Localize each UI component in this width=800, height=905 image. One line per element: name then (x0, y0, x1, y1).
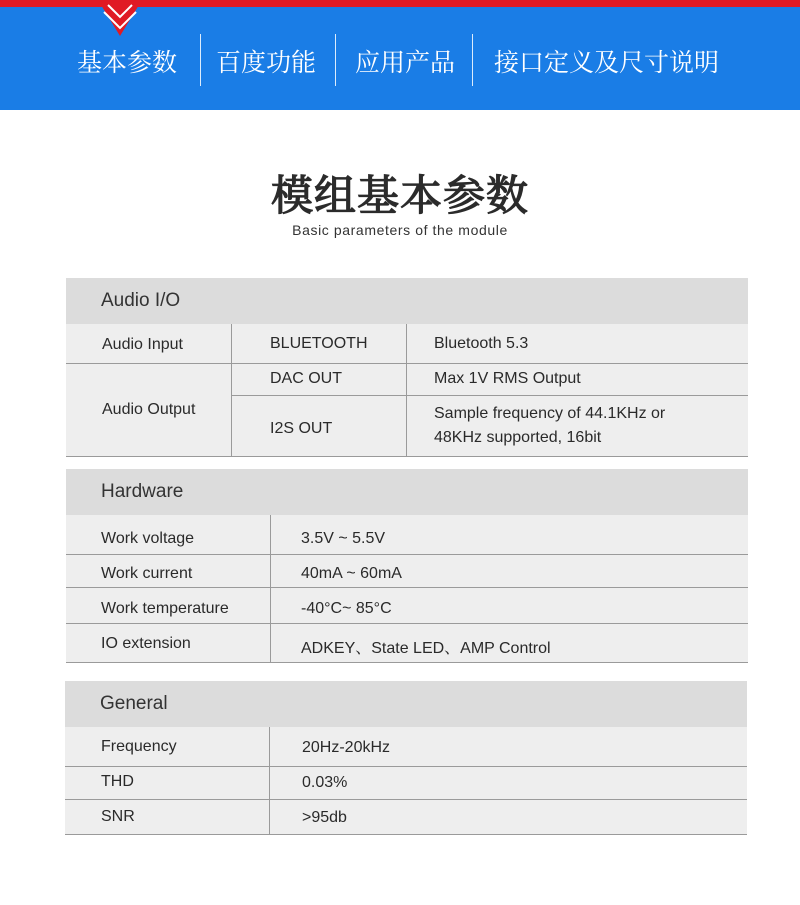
row-value: 3.5V ~ 5.5V (301, 530, 386, 547)
row-label: Frequency (101, 738, 177, 755)
page-title: 模组基本参数 (270, 171, 529, 220)
section-header (66, 469, 748, 515)
section-header (65, 681, 747, 727)
tab-basic-parameters[interactable]: 基本参数 (77, 48, 178, 77)
row-value: 40mA ~ 60mA (301, 565, 402, 582)
audio-io-table (66, 278, 748, 458)
section-header-label: Audio I/O (101, 290, 181, 311)
section-header (66, 278, 748, 324)
row-label: IO extension (101, 635, 191, 652)
hardware-table (66, 469, 748, 664)
audio-output-label: Audio Output (102, 401, 196, 418)
row-value: 20Hz-20kHz (302, 739, 391, 756)
row-label: Work voltage (101, 530, 195, 547)
row-value: -40°C~ 85°C (301, 600, 392, 617)
tab-interface-dimensions[interactable]: 接口定义及尺寸说明 (494, 48, 720, 77)
interface-cell: I2S OUT (270, 420, 333, 437)
row-value: ADKEY、State LED、AMP Control (301, 640, 551, 657)
row-value: 0.03% (302, 774, 348, 791)
value-cell: Bluetooth 5.3 (434, 335, 529, 352)
row-label: Work current (101, 565, 193, 582)
interface-cell: BLUETOOTH (270, 335, 368, 352)
general-table (65, 681, 747, 836)
row-label: Work temperature (101, 600, 229, 617)
nav-divider (335, 34, 336, 86)
tab-baidu-features[interactable]: 百度功能 (216, 48, 317, 77)
row-label: SNR (101, 808, 135, 825)
top-nav-bar (0, 0, 800, 110)
section-header-label: Hardware (101, 481, 184, 502)
nav-divider (200, 34, 201, 86)
audio-input-label: Audio Input (102, 336, 183, 353)
interface-cell: DAC OUT (270, 370, 342, 387)
value-cell: Max 1V RMS Output (434, 370, 581, 387)
nav-divider (472, 34, 473, 86)
page-subtitle: Basic parameters of the module (292, 222, 508, 238)
row-label: THD (101, 773, 134, 790)
section-header-label: General (100, 693, 168, 714)
value-cell: Sample frequency of 44.1KHz or 48KHz supported, 16bit (434, 405, 666, 446)
row-value: >95db (302, 809, 347, 826)
tab-applications[interactable]: 应用产品 (355, 48, 456, 77)
active-tab-chevron-icon (98, 0, 142, 40)
